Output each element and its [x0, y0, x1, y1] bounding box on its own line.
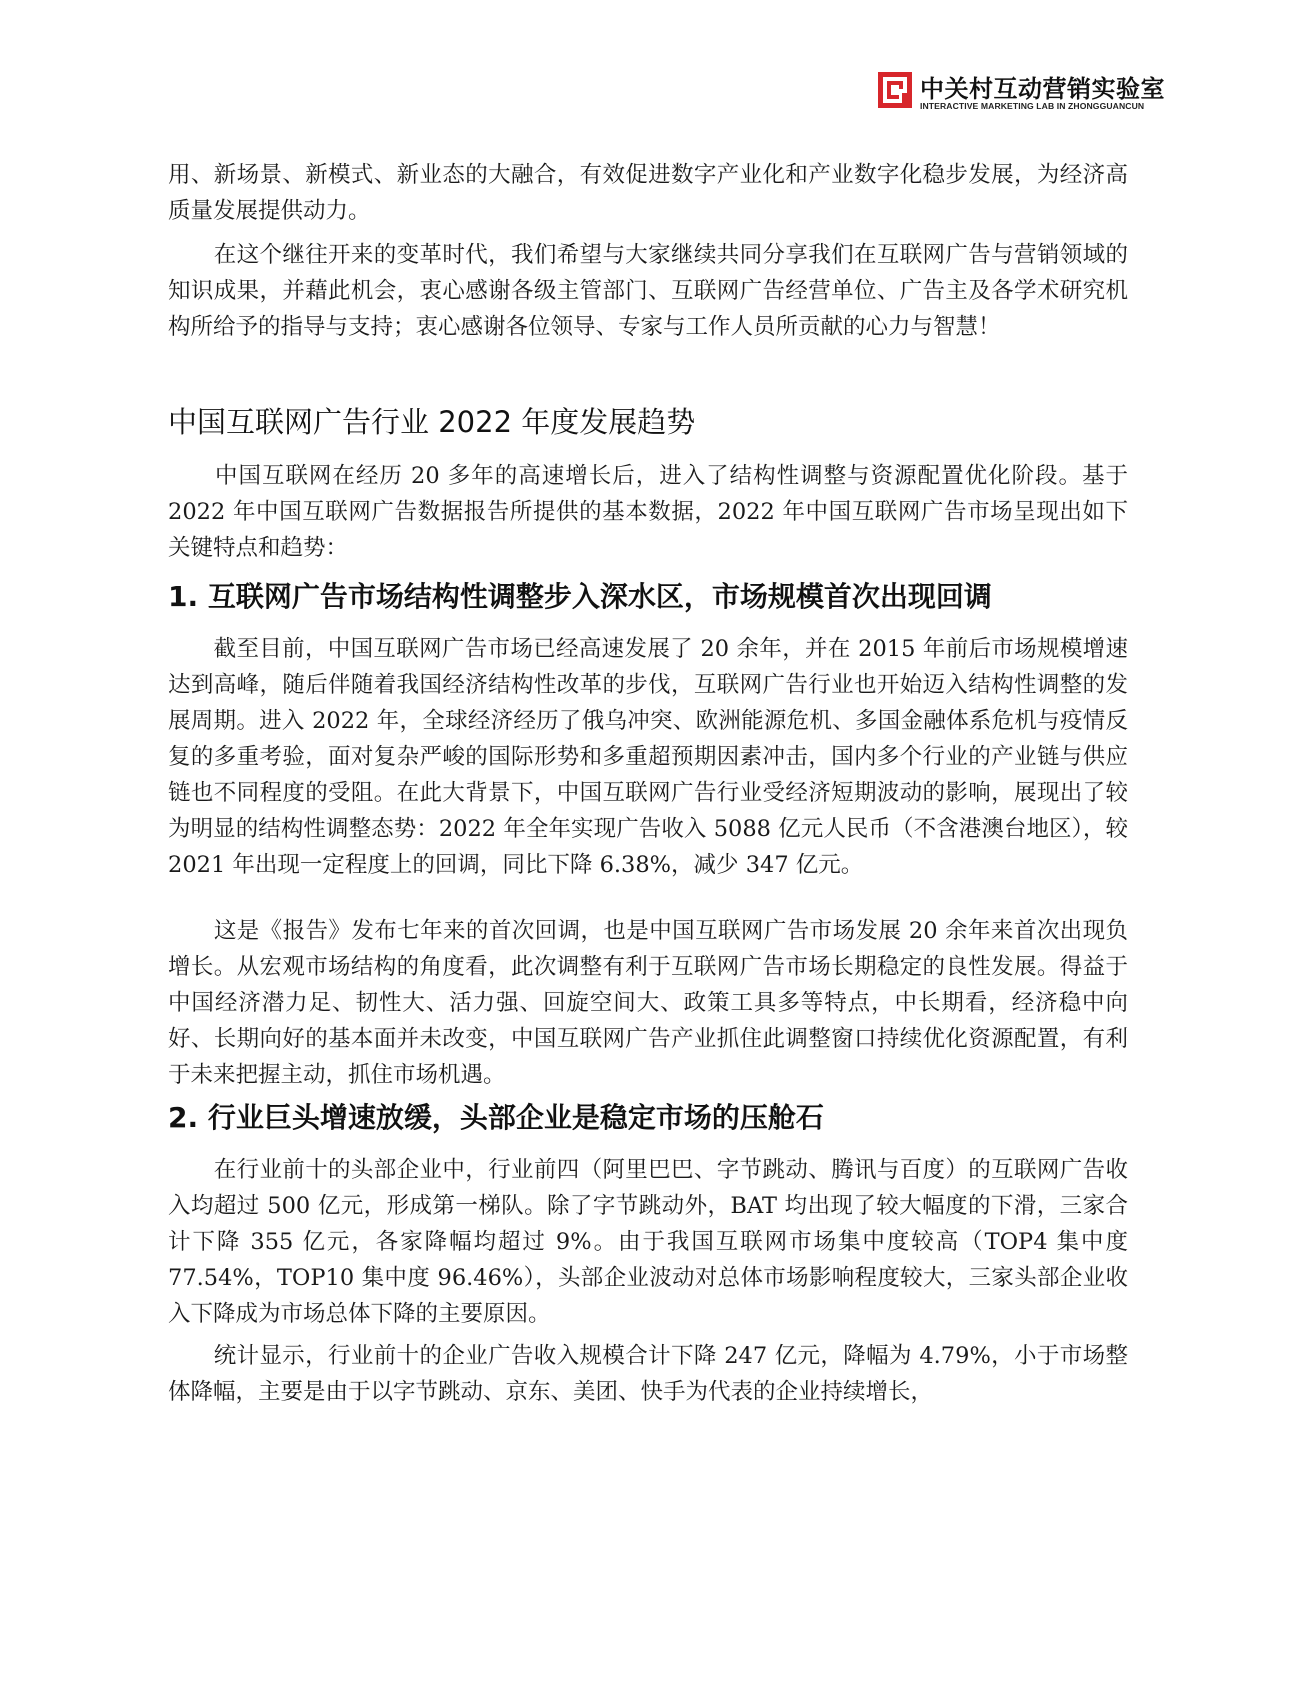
paragraph-2: 在这个继往开来的变革时代，我们希望与大家继续共同分享我们在互联网广告与营销领域的知识成果，并藉此机会，衷心感谢各级主管部门、互联网广告经营单位、广告主及各学术研究机构所给予的指导与支持；衷心感谢各位领导、专家与工作人员所贡献的心力与智慧！: [168, 242, 1128, 340]
paragraph-1: 用、新场景、新模式、新业态的大融合，有效促进数字产业化和产业数字化稳步发展，为经济高质量发展提供动力。: [168, 162, 1128, 224]
lab-logo-english-name: INTERACTIVE MARKETING LAB IN ZHONGGUANCUN: [920, 101, 1145, 111]
paragraph-4: 截至目前，中国互联网广告市场已经高速发展了 20 余年，并在 2015 年前后市场规模增速达到高峰，随后伴随着我国经济结构性改革的步伐，互联网广告行业也开始迈入结构性调整的发展周期。进入 2022 年，全球经济经历了俄乌冲突、欧洲能源危机、多国金融体系危机与疫情反复的多重考验，面对复杂严峻的国际形势和多重超预期因素冲击，国内多个行业的产业链与供应链也不同程度的受阻。在此大背景下，中国互联网广告行业受经济短期波动的影响，展现出了较为明显的结构性调整态势：2022 年全年实现广告收入 5088 亿元人民币（不含港澳台地区），较 2021 年出现一定程度上的回调，同比下降 6.38%，减少 347 亿元。: [168, 636, 1128, 878]
paragraph-6: 在行业前十的头部企业中，行业前四（阿里巴巴、字节跳动、腾讯与百度）的互联网广告收入均超过 500 亿元，形成第一梯队。除了字节跳动外，BAT 均出现了较大幅度的下滑，三家合计下降 355 亿元，各家降幅均超过 9%。由于我国互联网市场集中度较高（TOP4 集中度 77.54%，TOP10 集中度 96.46%），头部企业波动对总体市场影响程度较大，三家头部企业收入下降成为市场总体下降的主要原因。: [168, 1157, 1128, 1327]
section-heading-trends: 中国互联网广告行业 2022 年度发展趋势: [168, 405, 696, 439]
lab-logo-name: 中关村互动营销实验室: [920, 75, 1165, 103]
subheading-1: 1. 互联网广告市场结构性调整步入深水区，市场规模首次出现回调: [168, 580, 992, 613]
subheading-2: 2. 行业巨头增速放缓，头部企业是稳定市场的压舱石: [168, 1101, 824, 1134]
paragraph-7: 统计显示，行业前十的企业广告收入规模合计下降 247 亿元，降幅为 4.79%，小于市场整体降幅，主要是由于以字节跳动、京东、美团、快手为代表的企业持续增长，: [168, 1343, 1128, 1405]
paragraph-3: 中国互联网在经历 20 多年的高速增长后，进入了结构性调整与资源配置优化阶段。基于 2022 年中国互联网广告数据报告所提供的基本数据，2022 年中国互联网广告市场呈现出如下关键特点和趋势：: [168, 463, 1128, 561]
paragraph-5: 这是《报告》发布七年来的首次回调，也是中国互联网广告市场发展 20 余年来首次出现负增长。从宏观市场结构的角度看，此次调整有利于互联网广告市场长期稳定的良性发展。得益于中国经济潜力足、韧性大、活力强、回旋空间大、政策工具多等特点，中长期看，经济稳中向好、长期向好的基本面并未改变，中国互联网广告产业抓住此调整窗口持续优化资源配置，有利于未来把握主动，抓住市场机遇。: [168, 918, 1128, 1088]
lab-logo: [878, 68, 1165, 118]
lab-logo-icon: [878, 72, 912, 108]
